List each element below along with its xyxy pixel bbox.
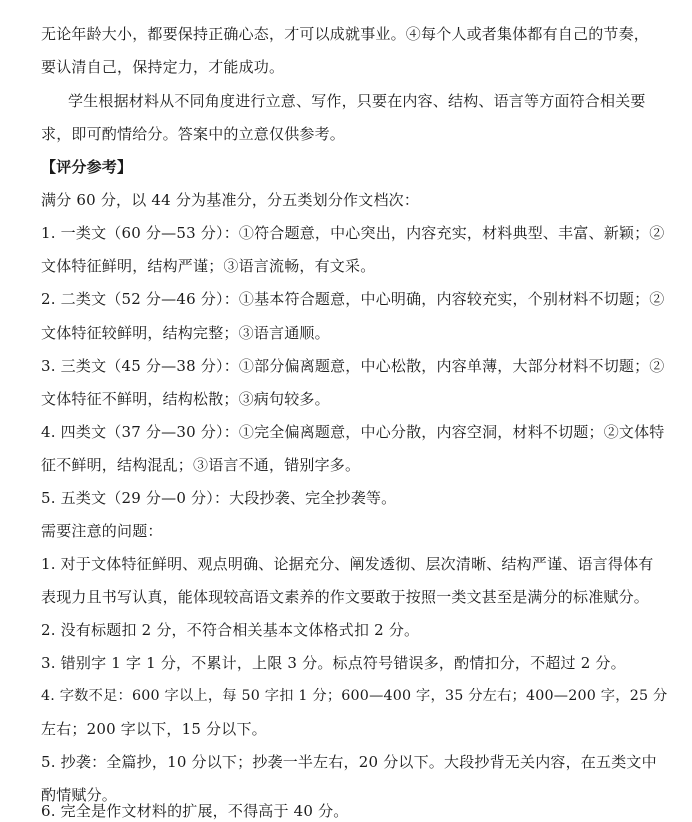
section-heading: 【评分参考】 (41, 158, 133, 176)
subheading: 需要注意的问题： (41, 522, 163, 540)
list-item-line: 表现力且书写认真，能体现较高语文素养的作文要敢于按照一类文甚至是满分的标准赋分。 (41, 588, 650, 606)
list-item-line: 1. 对于文体特征鲜明、观点明确、论据充分、阐发透彻、层次清晰、结构严谨、语言得体有 (41, 555, 654, 573)
list-item-line: 文体特征较鲜明，结构完整；③语言通顺。 (41, 324, 330, 342)
list-item-line: 4. 字数不足：600 字以上，每 50 字扣 1 分；600—400 字，35 分左右；400—200 字，25 分 (41, 688, 668, 704)
list-item-line: 文体特征鲜明，结构严谨；③语言流畅，有文采。 (41, 257, 376, 275)
paragraph-line: 满分 60 分，以 44 分为基准分，分五类划分作文档次： (41, 191, 420, 209)
paragraph-line: 求，即可酌情给分。答案中的立意仅供参考。 (41, 125, 346, 143)
paragraph-line: 要认清自己，保持定力，才能成功。 (41, 58, 285, 76)
paragraph-line: 无论年龄大小，都要保持正确心态，才可以成就事业。④每个人或者集体都有自己的节奏， (41, 25, 650, 43)
list-item-line: 5. 五类文（29 分—0 分）：大段抄袭、完全抄袭等。 (41, 489, 397, 507)
list-item-line: 酌情赋分。 (41, 786, 118, 804)
list-item-line: 3. 错别字 1 字 1 分，不累计，上限 3 分。标点符号错误多，酌情扣分，不超过 2 分。 (41, 654, 626, 672)
list-item-line: 征不鲜明，结构混乱；③语言不通，错别字多。 (41, 456, 361, 474)
list-item-line: 1. 一类文（60 分—53 分）：①符合题意，中心突出，内容充实，材料典型、丰富、新颖；② (41, 224, 665, 242)
list-item-line: 6. 完全是作文材料的扩展，不得高于 40 分。 (41, 802, 349, 820)
list-item-line: 4. 四类文（37 分—30 分）：①完全偏离题意，中心分散，内容空洞，材料不切题；②文体特 (41, 423, 665, 441)
list-item-line: 3. 三类文（45 分—38 分）：①部分偏离题意，中心松散，内容单薄，大部分材料不切题；② (41, 357, 665, 375)
list-item-line: 2. 没有标题扣 2 分，不符合相关基本文体格式扣 2 分。 (41, 621, 420, 639)
list-item-line: 2. 二类文（52 分—46 分）：①基本符合题意，中心明确，内容较充实，个别材料不切题；② (41, 290, 665, 308)
paragraph-line: 学生根据材料从不同角度进行立意、写作，只要在内容、结构、语言等方面符合相关要 (68, 92, 646, 110)
list-item-line: 5. 抄袭：全篇抄，10 分以下；抄袭一半左右，20 分以下。大段抄背无关内容，在五类文中 (41, 753, 657, 771)
list-item-line: 左右；200 字以下，15 分以下。 (41, 720, 267, 738)
list-item-line: 文体特征不鲜明，结构松散；③病句较多。 (41, 390, 330, 408)
